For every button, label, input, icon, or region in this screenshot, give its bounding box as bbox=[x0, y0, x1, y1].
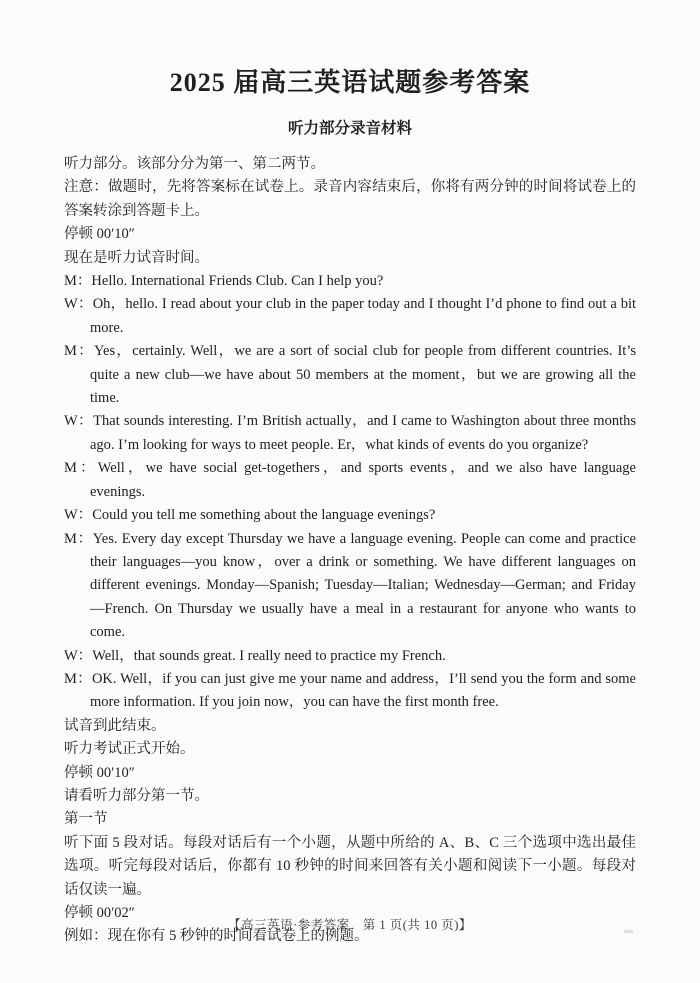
page-footer: 【高三英语·参考答案 第 1 页(共 10 页)】 bbox=[228, 918, 472, 932]
line-text: Yes，certainly. Well，we are a sort of social club for people from different countries. It’s quite a new club—we have about 50 members at the moment，but we are growing all the time. bbox=[90, 343, 636, 407]
speaker-label: M： bbox=[64, 273, 92, 290]
line-text: 试音到此结束。 bbox=[64, 717, 166, 734]
script-line bbox=[64, 762, 636, 785]
page-title: 2025 届高三英语试题参考答案 bbox=[169, 68, 531, 97]
script-line bbox=[64, 176, 636, 223]
speaker-label: W： bbox=[64, 413, 94, 430]
line-text: 请看听力部分第一节。 bbox=[64, 787, 209, 804]
script-line bbox=[64, 785, 636, 808]
dialogue-line bbox=[64, 410, 636, 457]
line-text: 停顿 00′10″ bbox=[64, 764, 135, 781]
speaker-label: M： bbox=[64, 670, 92, 687]
line-text: 例如：现在你有 5 秒钟的时间看试卷上的例题。 bbox=[64, 928, 369, 945]
speaker-label: W： bbox=[64, 296, 93, 313]
script-line bbox=[64, 247, 636, 270]
line-text: Well，we have social get-togethers，and sports events，and we also have language evenings. bbox=[90, 460, 636, 500]
dialogue-line bbox=[64, 645, 636, 668]
speaker-label: M： bbox=[64, 530, 93, 547]
line-text: Well，that sounds great. I really need to practice my French. bbox=[92, 647, 446, 664]
dialogue-line bbox=[64, 340, 636, 410]
line-text: 现在是听力试音时间。 bbox=[64, 249, 209, 266]
transcript bbox=[64, 153, 636, 949]
line-text: Oh，hello. I read about your club in the paper today and I thought I’d phone to find out a bit more. bbox=[90, 296, 637, 336]
line-text: Yes. Every day except Thursday we have a language evening. People can come and practice their languages—you know，over a drink or something. We have different languages on different evenings. Monday—Spanish; Tuesday—Italian; Wednesday—German; and Friday—French. On Thursday we usually have a meal in a restaurant for anyone who wants to come. bbox=[90, 530, 636, 641]
dialogue-line bbox=[64, 668, 636, 715]
dialogue-line bbox=[64, 293, 636, 340]
script-line bbox=[64, 738, 636, 761]
line-text: 听力考试正式开始。 bbox=[64, 741, 195, 758]
script-line bbox=[64, 715, 636, 738]
dialogue-line bbox=[64, 457, 636, 504]
line-text: That sounds interesting. I’m British actually，and I came to Washington about three months ago. I’m looking for ways to meet people. Er，what kinds of events do you organize? bbox=[90, 413, 637, 453]
speaker-label: M： bbox=[64, 343, 95, 360]
section-heading: 听力部分录音材料 bbox=[287, 120, 412, 137]
script-line bbox=[64, 832, 636, 902]
speaker-label: W： bbox=[64, 647, 93, 664]
speaker-label: M： bbox=[64, 460, 98, 477]
dialogue-line bbox=[64, 528, 636, 645]
script-line bbox=[64, 223, 636, 246]
dialogue-line bbox=[64, 504, 636, 527]
line-text: OK. Well，if you can just give me your name and address，I’ll send you the form and some more information. If you join now，you can have the first month free. bbox=[90, 670, 636, 711]
line-text: 第一节 bbox=[64, 811, 108, 828]
line-text: 注意：做题时，先将答案标在试卷上。录音内容结束后，你将有两分钟的时间将试卷上的答案转涂到答题卡上。 bbox=[64, 179, 636, 219]
script-line bbox=[64, 153, 636, 176]
line-text: Hello. International Friends Club. Can I help you? bbox=[91, 273, 384, 290]
scan-artifact-mark bbox=[624, 930, 633, 933]
line-text: 停顿 00′02″ bbox=[64, 905, 135, 921]
line-text: 听力部分。该部分分为第一、第二两节。 bbox=[64, 156, 325, 172]
speaker-label: W： bbox=[64, 507, 93, 524]
dialogue-line bbox=[64, 270, 636, 293]
line-text: 听下面 5 段对话。每段对话后有一个小题，从题中所给的 A、B、C 三个选项中选出最佳选项。听完每段对话后，你都有 10 秒钟的时间来回答有关小题和阅读下一小题。每段对话仅读一遍。 bbox=[64, 834, 636, 898]
line-text: 停顿 00′10″ bbox=[64, 226, 135, 243]
line-text: Could you tell me something about the language evenings? bbox=[92, 507, 436, 524]
script-line bbox=[64, 808, 636, 831]
